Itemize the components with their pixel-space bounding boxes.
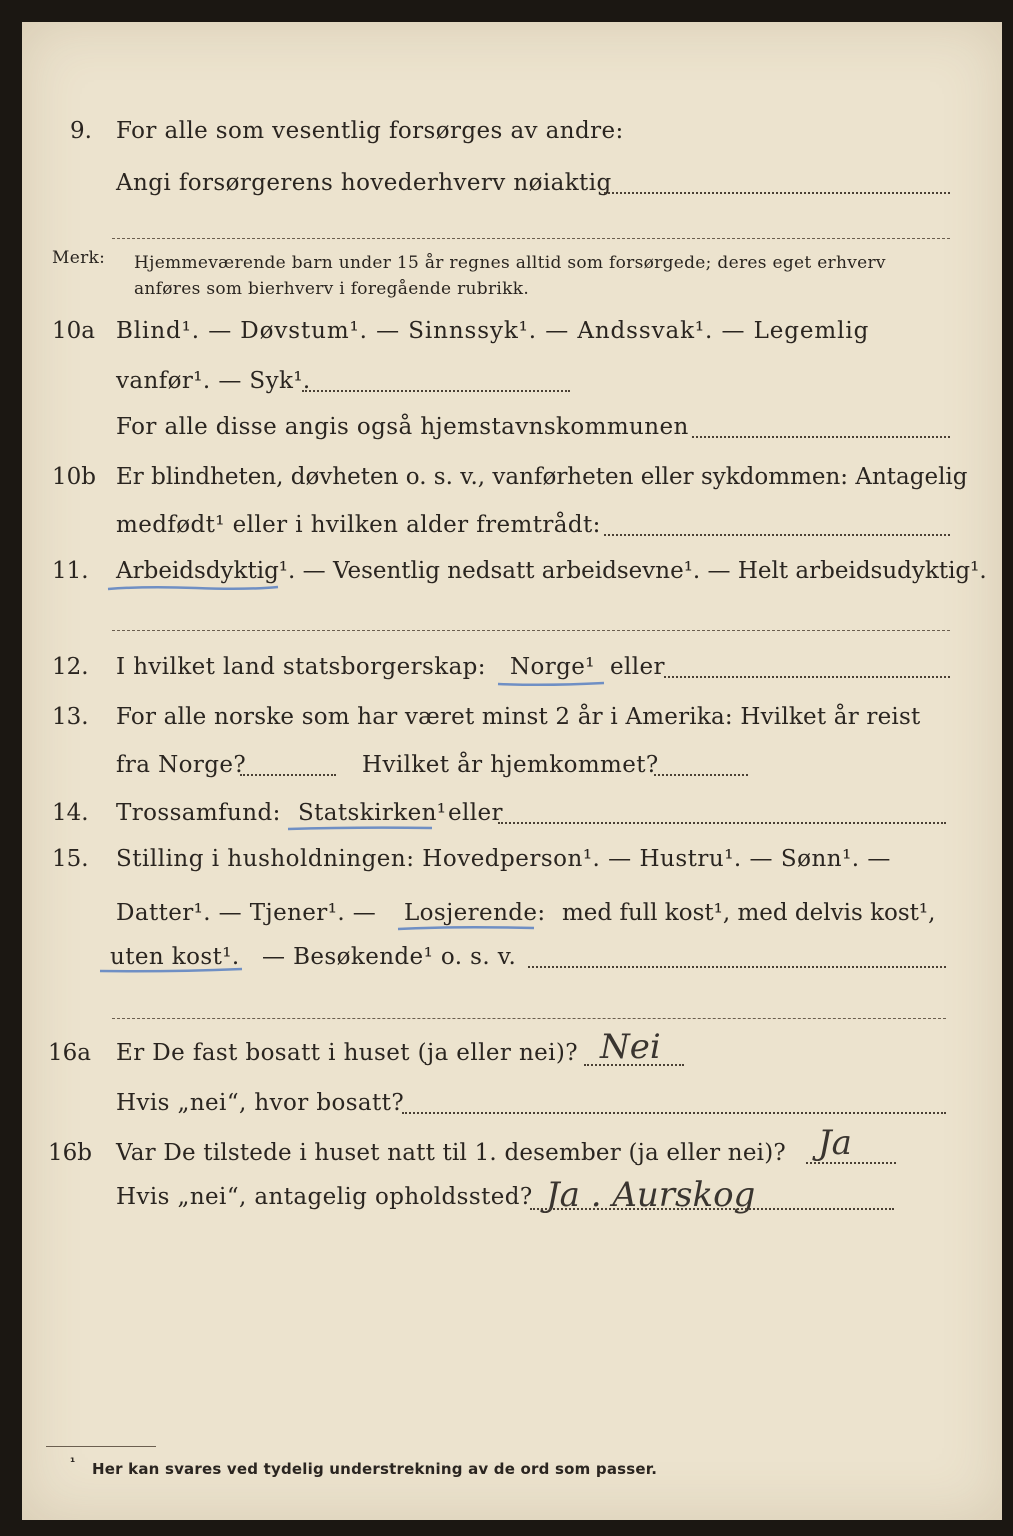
q16b-answer-line2: [530, 1208, 894, 1210]
q13-line2a: fra Norge?: [116, 752, 247, 778]
q11-option-arbeidsdyktig: Arbeidsdyktig¹: [116, 558, 289, 584]
q9-number: 9.: [70, 118, 92, 144]
q16a-answer-line: [584, 1064, 684, 1066]
q15-losjerende-underline: [396, 924, 536, 930]
q9-line1: For alle som vesentlig forsørges av andre:: [116, 118, 624, 144]
footnote-text: Her kan svares ved tydelig understrekning av de ord som passer.: [92, 1460, 658, 1478]
q12-option-norge: Norge¹: [510, 654, 595, 680]
q12-pre: I hvilket land statsborgerskap:: [116, 654, 486, 680]
q16b-answer-line1: [806, 1162, 896, 1164]
footnote-mark: ¹: [70, 1455, 76, 1469]
q11-blue-underline: [106, 584, 281, 590]
q15-line1: Stilling i husholdningen: Hovedperson¹. — Hustru¹. — Sønn¹. —: [116, 846, 891, 872]
q15-line3b: — Besøkende¹ o. s. v.: [262, 944, 517, 970]
q16a-bosatt-line: [402, 1112, 946, 1114]
divider-line-2: [112, 630, 950, 631]
q15-number: 15.: [52, 846, 89, 872]
q13-line2b: Hvilket år hjemkommet?: [362, 752, 659, 778]
q9-line2: Angi forsørgerens hovederhverv nøiaktig: [116, 170, 612, 196]
q16a-handwritten-answer: Nei: [600, 1027, 661, 1067]
q15-line2b: med full kost¹, med delvis kost¹,: [562, 900, 936, 926]
divider-line: [112, 238, 950, 239]
q12-post: eller: [610, 654, 665, 680]
q13-number: 13.: [52, 704, 89, 730]
q16b-line2: Hvis „nei“, antagelig opholdssted?: [116, 1184, 533, 1210]
q15-uten-kost-underline: [98, 966, 244, 972]
footnote-rule: [46, 1446, 156, 1447]
q12-number: 12.: [52, 654, 89, 680]
q16b-handwritten-answer1: Ja: [818, 1123, 852, 1163]
q10a-line3: For alle disse angis også hjemstavnskommunen: [116, 414, 689, 440]
q16b-number: 16b: [48, 1140, 92, 1166]
q10a-hjemstavn-line: [692, 436, 950, 438]
q14-post: eller: [448, 800, 503, 826]
q11-rest: . — Vesentlig nedsatt arbeidsevne¹. — Helt arbeidsudyktig¹.: [288, 558, 987, 584]
merk-label: Merk:: [52, 248, 106, 268]
q15-line2a: Datter¹. — Tjener¹. —: [116, 900, 377, 926]
q16b-handwritten-answer2: Ja . Aurskog: [546, 1175, 756, 1215]
q11-text: [116, 560, 987, 583]
divider-line-3: [112, 1018, 946, 1019]
q13-hjemkommet-line: [654, 774, 748, 776]
q10b-line1: Er blindheten, døvheten o. s. v., vanførheten eller sykdommen: Antagelig: [116, 464, 968, 490]
merk-line2: anføres som bierhverv i foregående rubrikk.: [134, 279, 530, 299]
q14-answer-line: [498, 822, 946, 824]
q14-pre: Trossamfund:: [116, 800, 281, 826]
q16b-line1: Var De tilstede i huset natt til 1. desember (ja eller nei)?: [116, 1140, 786, 1166]
q10a-line2: vanfør¹. — Syk¹.: [116, 368, 311, 394]
q9-answer-line: [604, 192, 950, 194]
merk-line1: Hjemmeværende barn under 15 år regnes alltid som forsørgede; deres eget erhverv: [134, 253, 886, 273]
q14-number: 14.: [52, 800, 89, 826]
q16a-line1: Er De fast bosatt i huset (ja eller nei)?: [116, 1040, 579, 1066]
q11-number: 11.: [52, 558, 89, 584]
q10b-line2: medfødt¹ eller i hvilken alder fremtrådt:: [116, 512, 601, 538]
q12-answer-line: [664, 676, 950, 678]
q15-answer-line: [528, 966, 946, 968]
q13-line1: For alle norske som har været minst 2 år i Amerika: Hvilket år reist: [116, 704, 921, 730]
q14-blue-underline: [286, 824, 434, 830]
q16a-line2: Hvis „nei“, hvor bosatt?: [116, 1090, 405, 1116]
q15-option-uten-kost: uten kost¹.: [110, 944, 240, 970]
q12-blue-underline: [496, 680, 606, 686]
q14-option-statskirken: Statskirken¹: [298, 800, 447, 826]
q10a-number: 10a: [52, 318, 95, 344]
q16a-number: 16a: [48, 1040, 91, 1066]
q13-reist-line: [240, 774, 336, 776]
q10a-answer-line: [302, 390, 570, 392]
q10b-answer-line: [604, 534, 950, 536]
q10b-number: 10b: [52, 464, 96, 490]
q15-option-losjerende: Losjerende:: [404, 900, 546, 926]
q10a-line1: Blind¹. — Døvstum¹. — Sinnssyk¹. — Andssvak¹. — Legemlig: [116, 318, 870, 344]
